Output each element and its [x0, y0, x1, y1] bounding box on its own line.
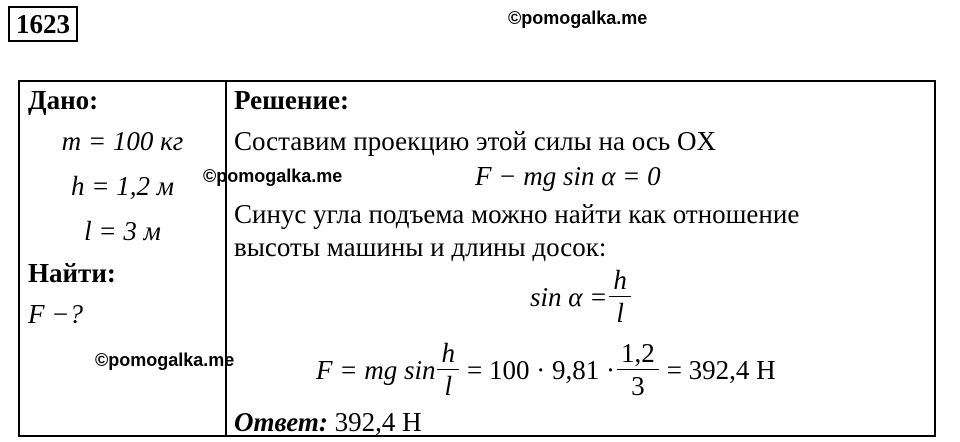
- answer-label: Ответ:: [234, 407, 328, 437]
- fraction-numerator: h: [437, 337, 459, 370]
- fraction-denominator: 3: [631, 371, 645, 401]
- given-length: l = 3 м: [84, 216, 161, 246]
- equation-sine: [530, 264, 633, 329]
- fraction-1-2-over-3: [617, 337, 659, 402]
- solution-text-sine: Синус угла подъема можно найти как отношение: [234, 199, 800, 229]
- fraction-denominator: l: [444, 371, 452, 401]
- force-result: = 392,4 Н: [666, 354, 776, 385]
- watermark-bottom: ©pomogalka.me: [95, 350, 235, 370]
- watermark-middle: ©pomogalka.me: [203, 166, 343, 186]
- problem-number: 1623: [8, 6, 78, 42]
- force-formula: F = mg sin: [316, 354, 436, 385]
- given-heading: Дано:: [28, 85, 99, 115]
- answer-line: [234, 406, 422, 438]
- fraction-h-over-l-2: [437, 337, 459, 402]
- find-heading: Найти:: [28, 258, 116, 288]
- equation-force-result: [316, 337, 776, 402]
- force-substitution: = 100 · 9,81 ·: [466, 354, 615, 385]
- column-divider: [225, 82, 227, 435]
- fraction-h-over-l: [609, 264, 631, 329]
- watermark-top: ©pomogalka.me: [508, 8, 648, 28]
- given-mass: m = 100 кг: [61, 126, 184, 156]
- fraction-numerator: 1,2: [617, 337, 659, 370]
- fraction-numerator: h: [609, 264, 631, 297]
- solution-table: [18, 80, 936, 437]
- equation-force-balance: F − mg sin α = 0: [475, 161, 661, 191]
- solution-text-height-length: высоты машины и длины досок:: [234, 232, 607, 262]
- fraction-denominator: l: [616, 298, 624, 328]
- solution-heading: Решение:: [234, 85, 349, 115]
- solution-text-projection: Составим проекцию этой силы на ось OX: [234, 126, 716, 156]
- answer-value: 392,4 Н: [334, 407, 422, 437]
- sine-left: sin α =: [530, 281, 608, 312]
- given-height: h = 1,2 м: [71, 171, 174, 201]
- find-force: F −?: [28, 299, 83, 329]
